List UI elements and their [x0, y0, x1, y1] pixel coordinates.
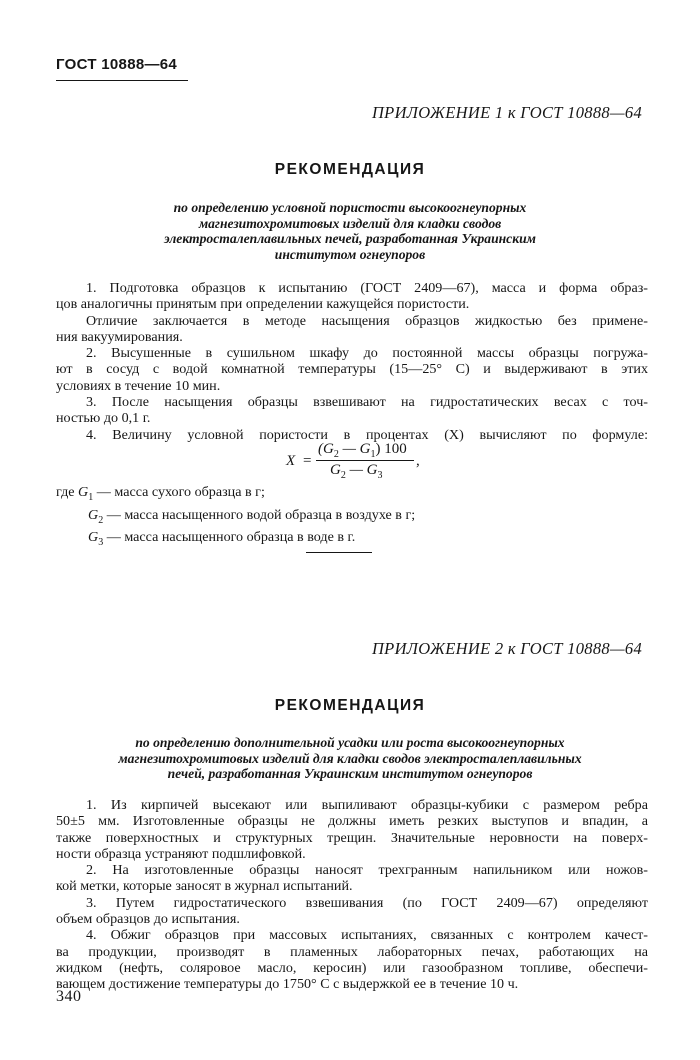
appendix-1-heading: РЕКОМЕНДАЦИЯ [274, 161, 426, 178]
appendix-2-body [56, 797, 648, 993]
paragraph-line: 1. Подготовка образцов к испытанию (ГОСТ 2409—67), масса и форма образ- [86, 280, 648, 296]
legend-text: — масса сухого образца в г; [93, 484, 265, 500]
formula-fraction-bar [316, 460, 414, 461]
header-rule [56, 80, 188, 81]
appendix-2-title: ПРИЛОЖЕНИЕ 2 к ГОСТ 10888—64 [371, 639, 642, 658]
paragraph-line: ностью до 0,1 г. [56, 410, 151, 427]
subtitle-line: магнезитохромитовых изделий для кладки сводов электросталеплавильных [118, 750, 582, 766]
formula-denominator: $G_2$ — $G_3$ [330, 462, 383, 481]
legend-text: — масса насыщенного образца в воде в г. [103, 529, 356, 546]
subtitle-line: печей, разработанная Украинским институтом огнеупоров [167, 766, 533, 781]
paragraph-line: 50±5 мм. Изготовленные образцы не должны иметь резких выступов и впадин, а [56, 813, 648, 830]
appendix-2-subtitle [40, 735, 660, 782]
section-separator [306, 552, 372, 553]
paragraph-line: также поверхностных и структурных трещин. Значительные неровности на поверх- [56, 829, 648, 846]
paragraph-line: 4. Обжиг образцов при массовых испытаниях, связанных с контролем качест- [86, 927, 648, 944]
subtitle-line: магнезитохромитовых изделий для кладки сводов [198, 215, 502, 231]
paragraph-line: 4. Величину условной пористости в процентах (X) вычисляют по формуле: [86, 426, 648, 443]
legend-row [56, 507, 415, 530]
formula-comma: , [416, 453, 420, 469]
paragraph-line: ва продукции, производят в пламенных лабораторных печах, работающих на [56, 943, 648, 960]
legend-row [56, 484, 415, 507]
paragraph-line: ния вакуумирования. [56, 328, 183, 345]
appendix-2-heading: РЕКОМЕНДАЦИЯ [274, 697, 426, 714]
paragraph-line: объем образцов до испытания. [56, 911, 240, 928]
paragraph-line: 2. Высушенные в сушильном шкафу до постоянной массы образцы погружа- [86, 345, 648, 362]
appendix-1-subtitle [60, 200, 640, 262]
paragraph-line: условиях в течение 10 мин. [56, 377, 221, 394]
subtitle-line: по определению условной пористости высокоогнеупорных [173, 200, 527, 215]
paragraph-line: 2. На изготовленные образцы наносят трехгранным напильником или ножов- [86, 862, 648, 879]
paragraph-line: Отличие заключается в методе насыщения образцов жидкостью без примене- [86, 312, 648, 329]
legend-intro: где [56, 484, 75, 500]
paragraph-line: вающем достижение температуры до 1750° С с выдержкой ее в течение 10 ч. [56, 976, 519, 993]
legend-row [56, 529, 415, 552]
legend-symbol: $G_2$ [88, 506, 104, 526]
appendix-1-body [56, 280, 648, 443]
subtitle-line: институтом огнеупоров [274, 246, 426, 262]
formula-legend [56, 484, 415, 552]
formula-lhs: X [286, 453, 296, 469]
subtitle-line: по определению дополнительной усадки или роста высокоогнеупорных [135, 735, 565, 750]
formula-equals: = [303, 453, 312, 469]
paragraph-line: 3. После насыщения образцы взвешивают на гидростатических весах с точ- [86, 394, 648, 411]
paragraph-line: 3. Путем гидростатического взвешивания (по ГОСТ 2409—67) определяют [86, 894, 648, 911]
legend-symbol: $G_3$ [88, 529, 104, 549]
paragraph-line: жидком (нефть, соляровое масло, керосин) или газообразном топливе, обеспечи- [56, 959, 648, 976]
formula-numerator: ($G_2$ — $G_1$) 100 [318, 441, 407, 460]
legend-symbol: $G_1$ [78, 484, 94, 503]
paragraph-line: цов аналогичны принятым при определении кажущейся пористости. [56, 296, 470, 313]
paragraph-line: ют в сосуд с водой комнатной температуры (15—25° С) и выдерживают в этих [56, 361, 648, 378]
standard-header: ГОСТ 10888—64 [56, 56, 178, 73]
paragraph-line: кой метки, которые заносят в журнал испытаний. [56, 878, 353, 895]
paragraph-line: 1. Из кирпичей высекают или выпиливают образцы-кубики с размером ребра [86, 797, 648, 813]
appendix-1-title: ПРИЛОЖЕНИЕ 1 к ГОСТ 10888—64 [371, 103, 642, 122]
legend-text: — масса насыщенного водой образца в воздухе в г; [103, 506, 416, 523]
subtitle-line: электросталеплавильных печей, разработанная Украинским [164, 231, 536, 246]
paragraph-line: ности образца устраняют подшлифовкой. [56, 845, 306, 862]
page-number: 340 [56, 988, 82, 1005]
